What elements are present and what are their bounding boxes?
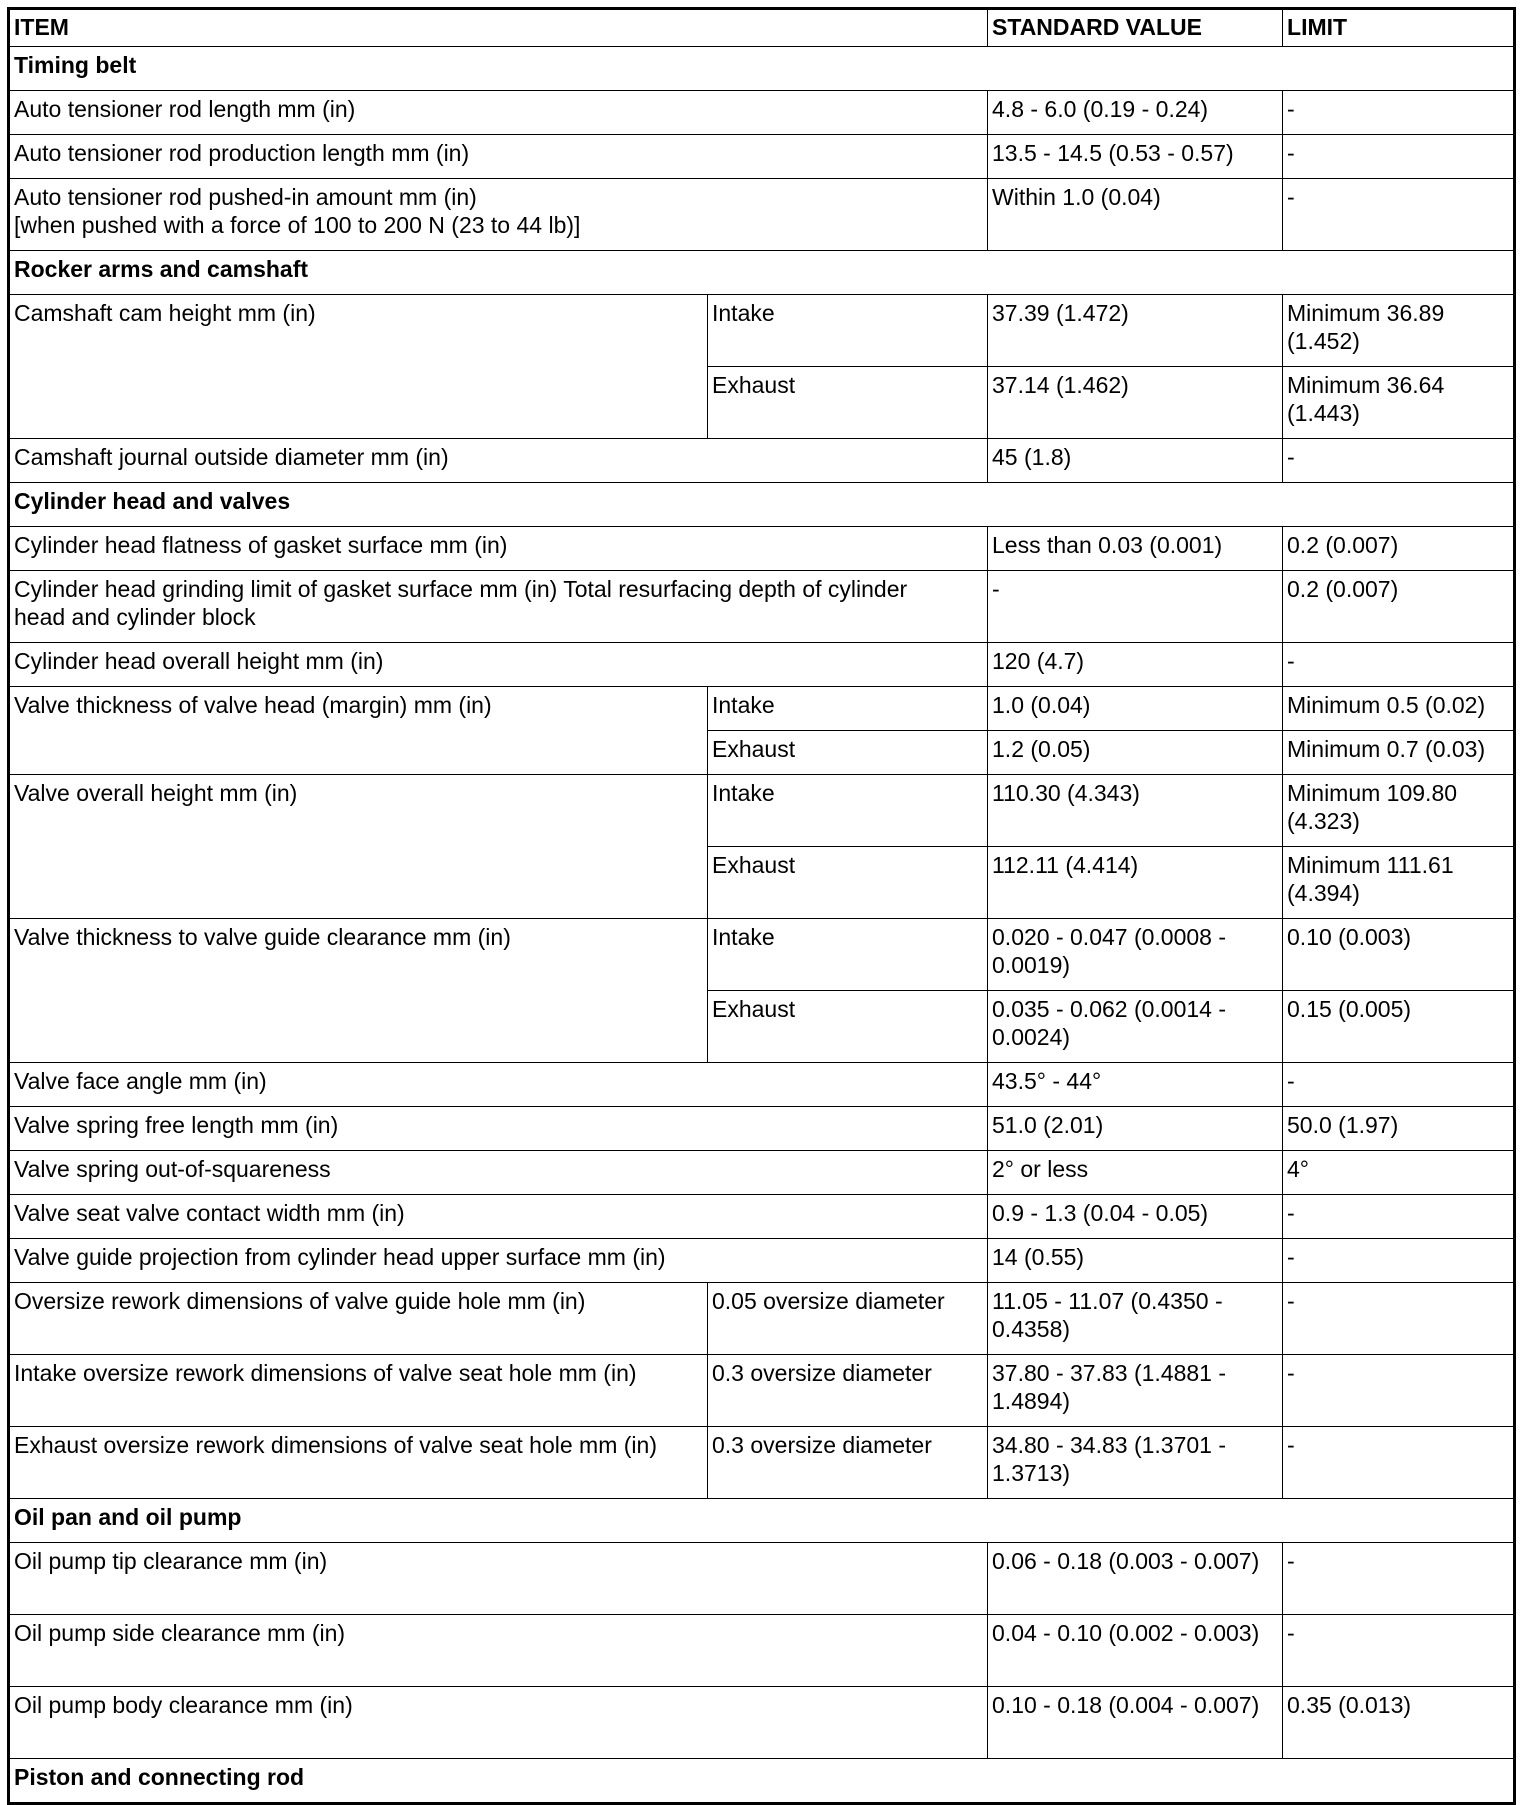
table-row <box>9 1687 1515 1759</box>
standard-value-cell: 1.2 (0.05) <box>988 731 1283 775</box>
limit-cell: - <box>1283 1063 1515 1107</box>
table-row <box>9 687 1515 731</box>
table-row <box>9 179 1515 251</box>
item-cell: Oil pump tip clearance mm (in) <box>9 1543 988 1615</box>
standard-value-cell: 37.39 (1.472) <box>988 295 1283 367</box>
limit-cell: Minimum 109.80 (4.323) <box>1283 775 1515 847</box>
item-cell: Oil pump side clearance mm (in) <box>9 1615 988 1687</box>
limit-cell: - <box>1283 1283 1515 1355</box>
standard-value-cell: 4.8 - 6.0 (0.19 - 0.24) <box>988 91 1283 135</box>
item-cell: Cylinder head overall height mm (in) <box>9 643 988 687</box>
table-row <box>9 1615 1515 1687</box>
sub-item-cell: Intake <box>708 919 988 991</box>
sub-item-cell: 0.3 oversize diameter <box>708 1427 988 1499</box>
standard-value-cell: 34.80 - 34.83 (1.3701 - 1.3713) <box>988 1427 1283 1499</box>
limit-cell: 0.10 (0.003) <box>1283 919 1515 991</box>
limit-cell: - <box>1283 1355 1515 1427</box>
sub-item-cell: Exhaust <box>708 367 988 439</box>
limit-cell: - <box>1283 179 1515 251</box>
item-cell: Oil pump body clearance mm (in) <box>9 1687 988 1759</box>
standard-value-cell: 120 (4.7) <box>988 643 1283 687</box>
standard-value-cell: 0.04 - 0.10 (0.002 - 0.003) <box>988 1615 1283 1687</box>
standard-value-cell: 13.5 - 14.5 (0.53 - 0.57) <box>988 135 1283 179</box>
item-cell: Exhaust oversize rework dimensions of valve seat hole mm (in) <box>9 1427 708 1499</box>
header-row <box>9 9 1515 47</box>
table-row <box>9 527 1515 571</box>
standard-value-cell: 0.020 - 0.047 (0.0008 - 0.0019) <box>988 919 1283 991</box>
sub-item-cell: Intake <box>708 295 988 367</box>
standard-value-cell: 110.30 (4.343) <box>988 775 1283 847</box>
section-title: Oil pan and oil pump <box>9 1499 1515 1543</box>
limit-cell: 4° <box>1283 1151 1515 1195</box>
item-cell: Valve guide projection from cylinder head upper surface mm (in) <box>9 1239 988 1283</box>
header-standard-value: STANDARD VALUE <box>988 9 1283 47</box>
standard-value-cell: 43.5° - 44° <box>988 1063 1283 1107</box>
table-row <box>9 135 1515 179</box>
standard-value-cell: 1.0 (0.04) <box>988 687 1283 731</box>
standard-value-cell: 37.14 (1.462) <box>988 367 1283 439</box>
table-row <box>9 91 1515 135</box>
item-line: [when pushed with a force of 100 to 200 N (23 to 44 lb)] <box>14 212 581 238</box>
standard-value-cell: - <box>988 571 1283 643</box>
item-cell: Camshaft journal outside diameter mm (in) <box>9 439 988 483</box>
standard-value-cell: 0.06 - 0.18 (0.003 - 0.007) <box>988 1543 1283 1615</box>
table-row <box>9 1151 1515 1195</box>
limit-cell: - <box>1283 1239 1515 1283</box>
item-cell: Intake oversize rework dimensions of valve seat hole mm (in) <box>9 1355 708 1427</box>
table-row <box>9 775 1515 847</box>
sub-item-cell: Exhaust <box>708 731 988 775</box>
standard-value-cell: 14 (0.55) <box>988 1239 1283 1283</box>
item-cell: Valve thickness to valve guide clearance mm (in) <box>9 919 708 1063</box>
table-row <box>9 1195 1515 1239</box>
sub-item-cell: Exhaust <box>708 991 988 1063</box>
table-row <box>9 1283 1515 1355</box>
standard-value-cell: 0.9 - 1.3 (0.04 - 0.05) <box>988 1195 1283 1239</box>
section-title: Cylinder head and valves <box>9 483 1515 527</box>
section-row <box>9 251 1515 295</box>
limit-cell: Minimum 0.5 (0.02) <box>1283 687 1515 731</box>
table-row <box>9 439 1515 483</box>
item-line: Auto tensioner rod pushed-in amount mm (in) <box>14 184 477 210</box>
standard-value-cell: 2° or less <box>988 1151 1283 1195</box>
limit-cell: Minimum 36.64 (1.443) <box>1283 367 1515 439</box>
section-row <box>9 1759 1515 1804</box>
table-row <box>9 919 1515 991</box>
limit-cell: Minimum 111.61 (4.394) <box>1283 847 1515 919</box>
sub-item-cell: Exhaust <box>708 847 988 919</box>
limit-cell: - <box>1283 1195 1515 1239</box>
standard-value-cell: 45 (1.8) <box>988 439 1283 483</box>
limit-cell: - <box>1283 1615 1515 1687</box>
item-cell: Oversize rework dimensions of valve guide hole mm (in) <box>9 1283 708 1355</box>
section-row <box>9 1499 1515 1543</box>
standard-value-cell: 51.0 (2.01) <box>988 1107 1283 1151</box>
standard-value-cell: 0.035 - 0.062 (0.0014 - 0.0024) <box>988 991 1283 1063</box>
item-cell: Valve face angle mm (in) <box>9 1063 988 1107</box>
limit-cell: - <box>1283 643 1515 687</box>
limit-cell: Minimum 0.7 (0.03) <box>1283 731 1515 775</box>
table-row <box>9 1239 1515 1283</box>
sub-item-cell: 0.05 oversize diameter <box>708 1283 988 1355</box>
header-item: ITEM <box>9 9 988 47</box>
item-cell <box>9 571 988 643</box>
table-row <box>9 643 1515 687</box>
section-row <box>9 47 1515 91</box>
limit-cell: 0.2 (0.007) <box>1283 571 1515 643</box>
limit-cell: 0.35 (0.013) <box>1283 1687 1515 1759</box>
item-cell: Camshaft cam height mm (in) <box>9 295 708 439</box>
item-cell: Valve thickness of valve head (margin) mm (in) <box>9 687 708 775</box>
item-cell: Valve overall height mm (in) <box>9 775 708 919</box>
section-title: Piston and connecting rod <box>9 1759 1515 1804</box>
limit-cell: - <box>1283 439 1515 483</box>
section-title: Rocker arms and camshaft <box>9 251 1515 295</box>
item-cell <box>9 179 988 251</box>
standard-value-cell: Within 1.0 (0.04) <box>988 179 1283 251</box>
sub-item-cell: Intake <box>708 775 988 847</box>
header-limit: LIMIT <box>1283 9 1515 47</box>
standard-value-cell: 37.80 - 37.83 (1.4881 - 1.4894) <box>988 1355 1283 1427</box>
sub-item-cell: 0.3 oversize diameter <box>708 1355 988 1427</box>
table-row <box>9 1107 1515 1151</box>
item-cell: Auto tensioner rod length mm (in) <box>9 91 988 135</box>
limit-cell: - <box>1283 1543 1515 1615</box>
item-cell: Valve spring out-of-squareness <box>9 1151 988 1195</box>
limit-cell: 0.15 (0.005) <box>1283 991 1515 1063</box>
item-cell: Cylinder head flatness of gasket surface mm (in) <box>9 527 988 571</box>
table-row <box>9 1063 1515 1107</box>
limit-cell: - <box>1283 1427 1515 1499</box>
section-title: Timing belt <box>9 47 1515 91</box>
item-cell: Auto tensioner rod production length mm (in) <box>9 135 988 179</box>
standard-value-cell: 112.11 (4.414) <box>988 847 1283 919</box>
table-row <box>9 1543 1515 1615</box>
sub-item-cell: Intake <box>708 687 988 731</box>
limit-cell: - <box>1283 91 1515 135</box>
standard-value-cell: 11.05 - 11.07 (0.4350 - 0.4358) <box>988 1283 1283 1355</box>
spec-sheet <box>7 7 1513 1805</box>
table-row <box>9 295 1515 367</box>
standard-value-cell: Less than 0.03 (0.001) <box>988 527 1283 571</box>
specification-table <box>7 7 1516 1805</box>
item-cell: Valve spring free length mm (in) <box>9 1107 988 1151</box>
standard-value-cell: 0.10 - 0.18 (0.004 - 0.007) <box>988 1687 1283 1759</box>
table-row <box>9 571 1515 643</box>
limit-cell: Minimum 36.89 (1.452) <box>1283 295 1515 367</box>
limit-cell: 50.0 (1.97) <box>1283 1107 1515 1151</box>
item-cell: Valve seat valve contact width mm (in) <box>9 1195 988 1239</box>
limit-cell: 0.2 (0.007) <box>1283 527 1515 571</box>
limit-cell: - <box>1283 135 1515 179</box>
table-row <box>9 1355 1515 1427</box>
table-row <box>9 1427 1515 1499</box>
item-text: Cylinder head grinding limit of gasket surface mm (in) Total resurfacing depth of cylinder head and cylinder block <box>14 576 908 630</box>
section-row <box>9 483 1515 527</box>
